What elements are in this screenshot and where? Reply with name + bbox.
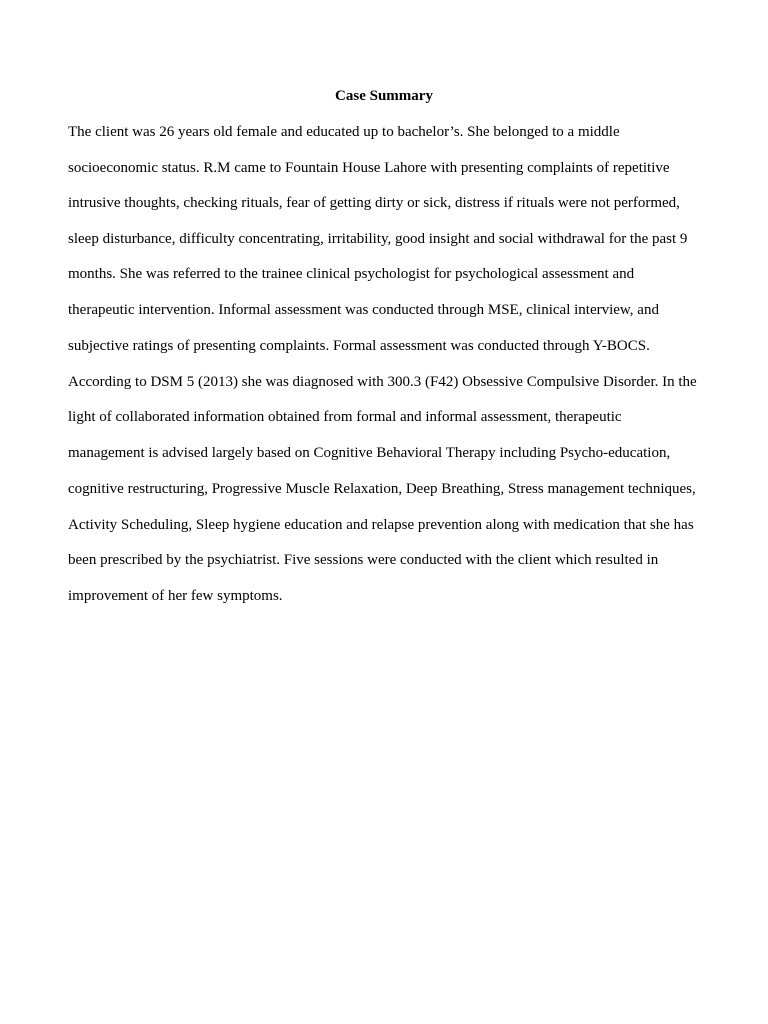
paragraph-line-11: cognitive restructuring, Progressive Muscle Relaxation, Deep Breathing, Stress management techniques, bbox=[68, 481, 696, 497]
paragraph-line-6: therapeutic intervention. Informal assessment was conducted through MSE, clinical interview, and bbox=[68, 302, 659, 318]
paragraph-line-3: intrusive thoughts, checking rituals, fear of getting dirty or sick, distress if rituals were not performed, bbox=[68, 195, 680, 211]
paragraph-line-9: light of collaborated information obtained from formal and informal assessment, therapeutic bbox=[68, 409, 622, 425]
paragraph-line-10: management is advised largely based on Cognitive Behavioral Therapy including Psycho-education, bbox=[68, 445, 671, 461]
paragraph-line-14: improvement of her few symptoms. bbox=[68, 588, 283, 604]
paragraph-line-2: socioeconomic status. R.M came to Fountain House Lahore with presenting complaints of repetitive bbox=[68, 160, 670, 176]
paragraph-line-7: subjective ratings of presenting complaints. Formal assessment was conducted through Y-BOCS. bbox=[68, 338, 650, 354]
paragraph-line-5: months. She was referred to the trainee clinical psychologist for psychological assessment and bbox=[68, 266, 635, 282]
page-title: Case Summary bbox=[335, 88, 433, 104]
paragraph-line-13: been prescribed by the psychiatrist. Five sessions were conducted with the client which resulted in bbox=[68, 552, 659, 568]
paragraph-line-8: According to DSM 5 (2013) she was diagnosed with 300.3 (F42) Obsessive Compulsive Disorder. In the bbox=[68, 374, 697, 390]
paragraph-line-1: The client was 26 years old female and educated up to bachelor’s. She belonged to a middle bbox=[68, 124, 620, 140]
paragraph-line-12: Activity Scheduling, Sleep hygiene education and relapse prevention along with medication that she has bbox=[68, 517, 694, 533]
paragraph-line-4: sleep disturbance, difficulty concentrating, irritability, good insight and social withdrawal for the past 9 bbox=[68, 231, 688, 247]
